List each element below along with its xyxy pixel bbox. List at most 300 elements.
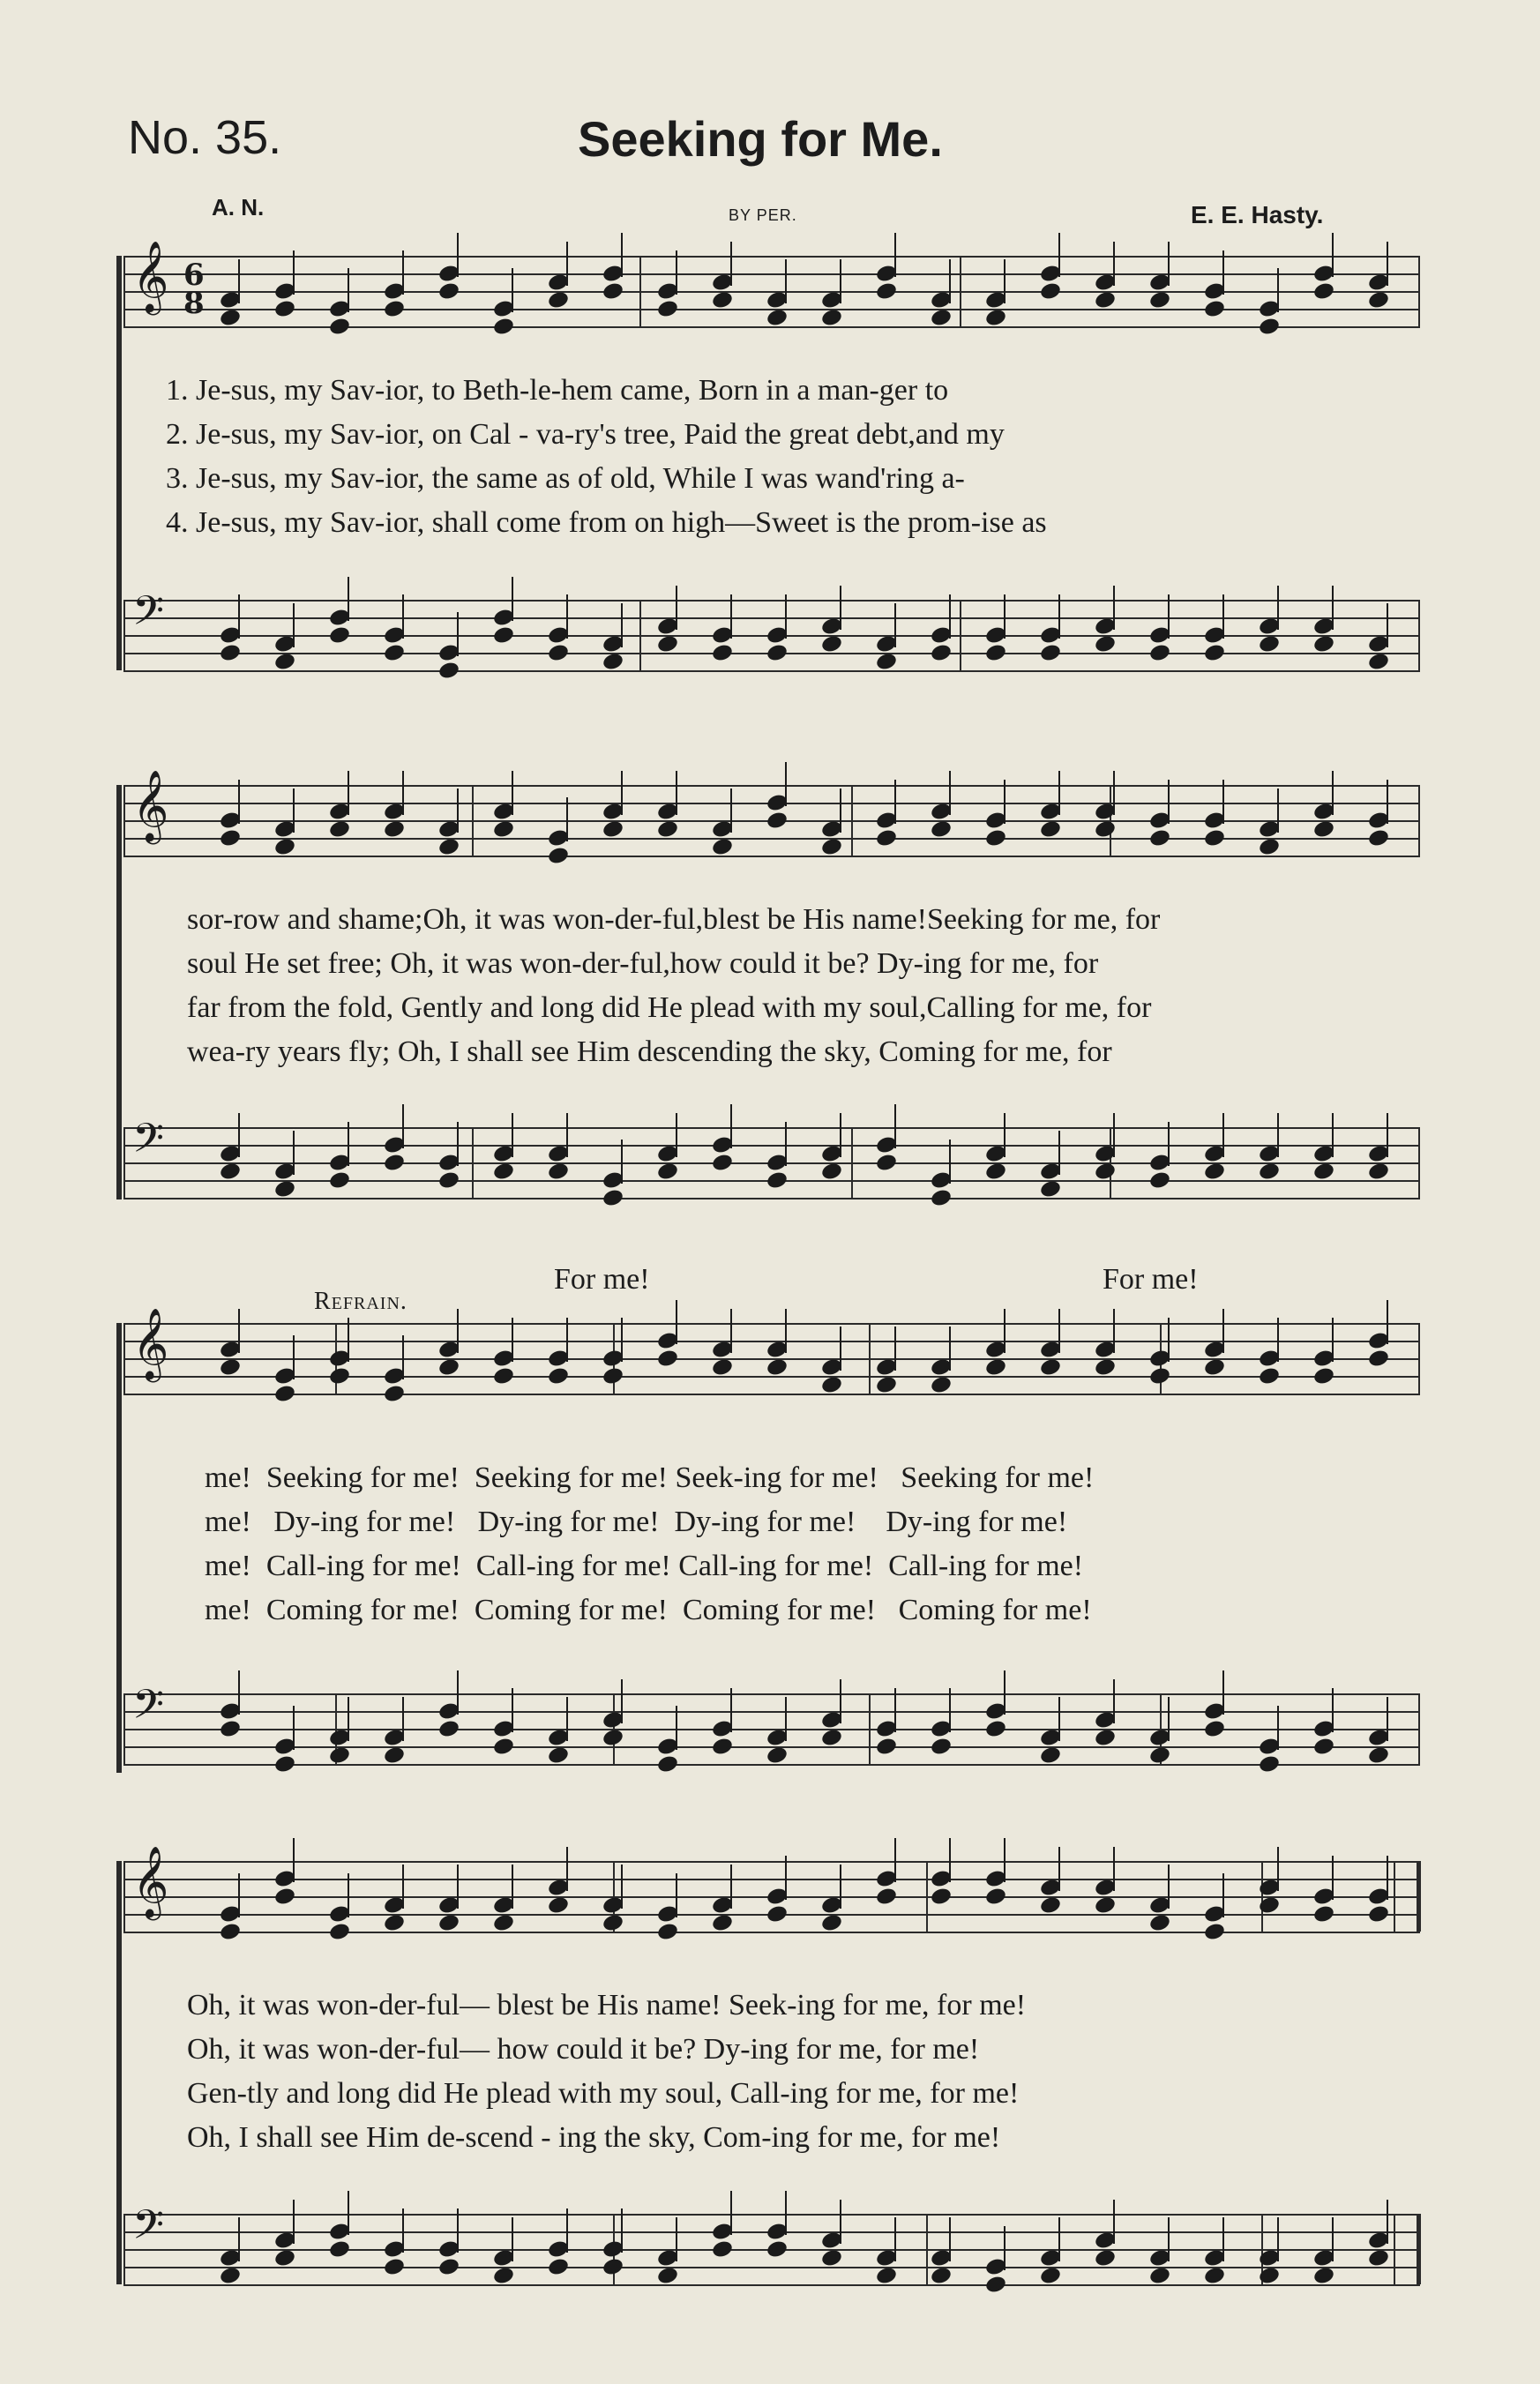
note-head	[984, 828, 1007, 848]
note-stem	[894, 603, 896, 647]
note-stem	[730, 788, 732, 833]
treble-staff	[123, 1307, 1420, 1394]
author-initials: A. N.	[212, 194, 265, 220]
note-stem	[621, 1679, 623, 1723]
note-head	[602, 652, 624, 672]
note-head	[1367, 1904, 1390, 1924]
note-head	[492, 1162, 515, 1182]
note-stem	[293, 2200, 295, 2244]
note-head	[602, 281, 624, 302]
note-stem	[894, 1327, 896, 1371]
note-head	[273, 652, 296, 672]
bass-staff	[123, 1681, 1420, 1764]
note-stem	[1113, 1679, 1115, 1723]
note-stem	[894, 233, 896, 277]
note-head	[437, 2257, 460, 2277]
note-stem	[1168, 780, 1170, 824]
note-stem	[785, 594, 787, 639]
note-head	[602, 1366, 624, 1386]
note-head	[1367, 1349, 1390, 1369]
note-stem	[1004, 780, 1005, 824]
note-stem	[566, 594, 568, 639]
note-head	[1148, 1170, 1171, 1191]
note-head	[820, 308, 843, 328]
note-stem	[238, 1309, 240, 1353]
note-stem	[348, 1873, 349, 1917]
note-stem	[840, 1327, 841, 1371]
note-stem	[457, 788, 459, 833]
note-stem	[457, 2208, 459, 2253]
note-stem	[1332, 1856, 1334, 1900]
note-stem	[1058, 1697, 1060, 1741]
note-stem	[566, 242, 568, 286]
note-head	[1148, 1366, 1171, 1386]
note-head	[1312, 1904, 1335, 1924]
note-stem	[1058, 1309, 1060, 1353]
note-head	[219, 308, 242, 328]
note-head	[875, 2266, 898, 2286]
note-stem	[621, 1865, 623, 1909]
note-head	[766, 1904, 789, 1924]
note-stem	[676, 586, 677, 630]
note-head	[437, 1170, 460, 1191]
note-stem	[676, 1706, 677, 1750]
note-stem	[1168, 2217, 1170, 2261]
note-head	[656, 819, 679, 840]
note-stem	[348, 1318, 349, 1362]
note-head	[656, 1349, 679, 1369]
note-stem	[1222, 594, 1224, 639]
note-head	[383, 2257, 406, 2277]
note-stem	[676, 1300, 677, 1344]
hymn-number: No. 35.	[128, 111, 282, 164]
note-stem	[676, 1113, 677, 1157]
bass-staff	[123, 1115, 1420, 1198]
note-stem	[402, 1104, 404, 1148]
note-stem	[238, 259, 240, 303]
note-head	[1148, 643, 1171, 663]
verse-cont-line-1: sor-row and shame;Oh, it was won-der-ful,blest be His name!Seeking for me, for	[187, 903, 1161, 936]
note-stem	[1222, 250, 1224, 295]
treble-staff	[123, 769, 1420, 856]
note-stem	[238, 2217, 240, 2261]
note-stem	[566, 2208, 568, 2253]
note-stem	[949, 594, 951, 639]
note-head	[602, 2257, 624, 2277]
note-stem	[293, 1131, 295, 1175]
note-stem	[1058, 1131, 1060, 1175]
note-stem	[840, 2200, 841, 2244]
note-head	[1094, 634, 1117, 654]
note-head	[492, 1366, 515, 1386]
note-stem	[785, 2191, 787, 2235]
note-stem	[949, 2217, 951, 2261]
note-stem	[402, 771, 404, 815]
note-stem	[785, 1697, 787, 1741]
note-head	[875, 281, 898, 302]
verse-line-2: 2. Je-sus, my Sav-ior, on Cal - va-ry's tree, Paid the great debt,and my	[166, 418, 1005, 451]
note-head	[930, 2266, 953, 2286]
note-head	[383, 643, 406, 663]
note-head	[273, 1384, 296, 1404]
note-stem	[1387, 1300, 1388, 1344]
note-stem	[1387, 2200, 1388, 2244]
note-stem	[512, 771, 513, 815]
note-stem	[238, 1670, 240, 1715]
note-stem	[1113, 1309, 1115, 1353]
note-head	[1203, 643, 1226, 663]
note-head	[1039, 1895, 1062, 1916]
verse-cont-line-2: soul He set free; Oh, it was won-der-ful,how could it be? Dy-ing for me, for	[187, 947, 1099, 980]
note-stem	[1004, 2226, 1005, 2270]
treble-clef-icon: 𝄞	[132, 769, 169, 841]
note-stem	[1113, 771, 1115, 815]
final-line-2: Oh, it was won-der-ful— how could it be? Dy-ing for me, for me!	[187, 2033, 980, 2066]
note-stem	[457, 233, 459, 277]
note-head	[984, 1887, 1007, 1907]
note-head	[219, 1357, 242, 1378]
note-stem	[1168, 1697, 1170, 1741]
note-head	[602, 1913, 624, 1933]
note-head	[820, 1728, 843, 1748]
note-head	[492, 625, 515, 646]
note-stem	[1387, 780, 1388, 824]
note-stem	[840, 586, 841, 630]
note-head	[1148, 1745, 1171, 1766]
final-line-3: Gen-tly and long did He plead with my soul, Call-ing for me, for me!	[187, 2077, 1020, 2110]
note-head	[1203, 1357, 1226, 1378]
note-head	[273, 1754, 296, 1775]
note-head	[1203, 2266, 1226, 2286]
note-stem	[1332, 233, 1334, 277]
note-stem	[457, 1122, 459, 1166]
note-stem	[1387, 1856, 1388, 1900]
note-stem	[1387, 603, 1388, 647]
note-head	[656, 1754, 679, 1775]
note-head	[875, 1375, 898, 1395]
system-brace	[116, 1323, 122, 1773]
note-stem	[785, 1122, 787, 1166]
note-head	[875, 1887, 898, 1907]
note-stem	[840, 259, 841, 303]
note-head	[1148, 2266, 1171, 2286]
note-stem	[894, 1838, 896, 1882]
note-head	[437, 1719, 460, 1739]
note-stem	[1277, 1318, 1279, 1362]
note-stem	[949, 1838, 951, 1882]
note-head	[984, 308, 1007, 328]
note-stem	[566, 1113, 568, 1157]
note-head	[766, 2239, 789, 2260]
note-stem	[402, 1697, 404, 1741]
note-stem	[785, 259, 787, 303]
note-stem	[621, 1140, 623, 1184]
note-head	[930, 643, 953, 663]
note-head	[328, 1922, 351, 1942]
note-head	[984, 1162, 1007, 1182]
note-stem	[566, 1847, 568, 1891]
refrain-line-4: me! Coming for me! Coming for me! Coming for me! Coming for me!	[205, 1594, 1092, 1626]
note-head	[1258, 634, 1281, 654]
note-head	[1094, 1162, 1117, 1182]
note-head	[492, 1737, 515, 1757]
note-stem	[621, 1318, 623, 1362]
note-head	[273, 2248, 296, 2268]
note-head	[875, 828, 898, 848]
note-head	[1367, 290, 1390, 310]
note-head	[820, 634, 843, 654]
note-head	[547, 1162, 570, 1182]
note-stem	[1332, 1318, 1334, 1362]
note-head	[437, 1913, 460, 1933]
note-head	[547, 846, 570, 866]
note-head	[984, 1357, 1007, 1378]
note-stem	[1277, 788, 1279, 833]
note-head	[328, 1366, 351, 1386]
note-head	[875, 1737, 898, 1757]
note-stem	[1058, 2217, 1060, 2261]
note-head	[1367, 2248, 1390, 2268]
note-head	[219, 643, 242, 663]
note-head	[766, 1745, 789, 1766]
note-stem	[402, 2208, 404, 2253]
note-head	[1148, 1913, 1171, 1933]
treble-clef-icon: 𝄞	[132, 1307, 169, 1379]
note-head	[930, 1737, 953, 1757]
note-head	[1367, 828, 1390, 848]
note-head	[766, 811, 789, 831]
note-head	[1312, 819, 1335, 840]
note-head	[273, 1887, 296, 1907]
bass-clef-icon: 𝄢	[132, 2201, 165, 2259]
note-head	[820, 837, 843, 857]
note-head	[383, 819, 406, 840]
note-stem	[1004, 259, 1005, 303]
note-stem	[1277, 1113, 1279, 1157]
note-stem	[512, 1865, 513, 1909]
note-head	[820, 1913, 843, 1933]
note-stem	[293, 250, 295, 295]
note-head	[1367, 1745, 1390, 1766]
note-head	[766, 643, 789, 663]
note-stem	[730, 242, 732, 286]
note-stem	[1113, 586, 1115, 630]
note-head	[1258, 837, 1281, 857]
note-head	[1039, 1357, 1062, 1378]
note-stem	[238, 780, 240, 824]
note-head	[711, 1913, 734, 1933]
note-head	[1094, 2248, 1117, 2268]
note-head	[930, 1188, 953, 1208]
verse-line-3: 3. Je-sus, my Sav-ior, the same as of old, While I was wand'ring a-	[166, 462, 965, 495]
bass-clef-icon: 𝄢	[132, 587, 165, 645]
note-head	[766, 1357, 789, 1378]
note-head	[273, 299, 296, 319]
note-head	[711, 1737, 734, 1757]
bass-staff	[123, 587, 1420, 670]
note-head	[383, 1153, 406, 1173]
note-head	[547, 2257, 570, 2277]
composer: E. E. Hasty.	[1191, 201, 1324, 228]
note-stem	[621, 771, 623, 815]
note-stem	[1168, 1122, 1170, 1166]
note-stem	[1222, 1113, 1224, 1157]
bass-clef-icon: 𝄢	[132, 1681, 165, 1738]
note-head	[492, 819, 515, 840]
note-stem	[840, 1865, 841, 1909]
note-head	[1039, 2266, 1062, 2286]
note-stem	[1058, 233, 1060, 277]
note-head	[328, 819, 351, 840]
note-head	[711, 2239, 734, 2260]
for-me-cue-2: For me!	[1103, 1263, 1199, 1296]
note-stem	[1004, 1838, 1005, 1882]
note-head	[1094, 1895, 1117, 1916]
note-head	[437, 281, 460, 302]
note-head	[711, 1153, 734, 1173]
note-head	[930, 819, 953, 840]
note-stem	[566, 1697, 568, 1741]
note-head	[1039, 819, 1062, 840]
note-stem	[894, 1688, 896, 1732]
note-stem	[621, 2208, 623, 2253]
note-stem	[402, 250, 404, 295]
note-stem	[1332, 1688, 1334, 1732]
note-stem	[293, 788, 295, 833]
final-line-4: Oh, I shall see Him de-scend - ing the sky, Com-ing for me, for me!	[187, 2121, 1001, 2154]
note-head	[1312, 1366, 1335, 1386]
note-head	[1258, 1366, 1281, 1386]
note-stem	[949, 1140, 951, 1184]
note-stem	[676, 1873, 677, 1917]
note-head	[383, 1913, 406, 1933]
note-stem	[730, 1309, 732, 1353]
note-head	[219, 1719, 242, 1739]
note-head	[383, 1745, 406, 1766]
note-head	[656, 2266, 679, 2286]
note-head	[383, 1384, 406, 1404]
note-stem	[293, 1838, 295, 1882]
note-stem	[730, 1104, 732, 1148]
note-stem	[1222, 1873, 1224, 1917]
note-stem	[402, 1865, 404, 1909]
note-stem	[348, 771, 349, 815]
note-head	[984, 643, 1007, 663]
by-permission-note: BY PER.	[729, 206, 797, 224]
note-stem	[238, 1873, 240, 1917]
treble-clef-icon: 𝄞	[132, 1845, 169, 1917]
note-head	[1148, 290, 1171, 310]
note-stem	[1332, 1113, 1334, 1157]
note-stem	[1058, 1847, 1060, 1891]
note-head	[273, 837, 296, 857]
note-head	[547, 290, 570, 310]
hymn-title: Seeking for Me.	[578, 111, 943, 167]
system-brace	[116, 256, 122, 670]
note-stem	[1058, 594, 1060, 639]
note-head	[930, 308, 953, 328]
note-stem	[1004, 1670, 1005, 1715]
treble-clef-icon: 𝄞	[132, 240, 169, 312]
note-stem	[676, 771, 677, 815]
refrain-label: Refrain.	[314, 1288, 407, 1315]
note-head	[328, 317, 351, 337]
note-stem	[238, 1113, 240, 1157]
note-head	[437, 1357, 460, 1378]
note-stem	[894, 2217, 896, 2261]
note-stem	[1277, 268, 1279, 312]
note-stem	[512, 1113, 513, 1157]
note-head	[820, 1375, 843, 1395]
note-head	[602, 1188, 624, 1208]
note-stem	[402, 1335, 404, 1379]
for-me-cue-1: For me!	[554, 1263, 650, 1296]
treble-staff	[123, 240, 1420, 326]
note-head	[711, 837, 734, 857]
verse-line-1: 1. Je-sus, my Sav-ior, to Beth-le-hem came, Born in a man-ger to	[166, 374, 949, 407]
note-head	[1258, 317, 1281, 337]
note-stem	[949, 1327, 951, 1371]
note-stem	[457, 612, 459, 656]
note-stem	[840, 1679, 841, 1723]
note-head	[1039, 643, 1062, 663]
note-stem	[730, 2191, 732, 2235]
note-stem	[348, 268, 349, 312]
note-head	[1148, 828, 1171, 848]
note-stem	[1222, 2217, 1224, 2261]
note-stem	[293, 1335, 295, 1379]
note-head	[1312, 1737, 1335, 1757]
note-head	[219, 2266, 242, 2286]
note-stem	[676, 250, 677, 295]
note-head	[492, 1913, 515, 1933]
time-signature-top: 6	[183, 258, 205, 293]
note-stem	[1387, 1697, 1388, 1741]
note-stem	[348, 2191, 349, 2235]
note-head	[328, 2239, 351, 2260]
note-stem	[1058, 771, 1060, 815]
note-stem	[512, 1318, 513, 1362]
verse-line-4: 4. Je-sus, my Sav-ior, shall come from on high—Sweet is the prom-ise as	[166, 506, 1047, 539]
note-stem	[1387, 242, 1388, 286]
note-stem	[730, 1865, 732, 1909]
note-head	[875, 1153, 898, 1173]
note-head	[383, 299, 406, 319]
note-stem	[348, 577, 349, 621]
note-stem	[785, 1856, 787, 1900]
note-head	[1258, 1162, 1281, 1182]
note-head	[820, 1162, 843, 1182]
note-head	[656, 634, 679, 654]
note-head	[1039, 1179, 1062, 1199]
note-stem	[402, 594, 404, 639]
note-head	[1039, 281, 1062, 302]
verse-cont-line-4: wea-ry years fly; Oh, I shall see Him descending the sky, Coming for me, for	[187, 1035, 1112, 1068]
note-stem	[1222, 1309, 1224, 1353]
note-stem	[621, 233, 623, 277]
note-head	[984, 1719, 1007, 1739]
note-head	[1094, 819, 1117, 840]
note-stem	[293, 1706, 295, 1750]
note-head	[1312, 281, 1335, 302]
note-stem	[949, 771, 951, 815]
note-head	[219, 828, 242, 848]
note-stem	[512, 268, 513, 312]
note-stem	[785, 1309, 787, 1353]
note-head	[1258, 1754, 1281, 1775]
note-head	[492, 317, 515, 337]
note-stem	[512, 2217, 513, 2261]
